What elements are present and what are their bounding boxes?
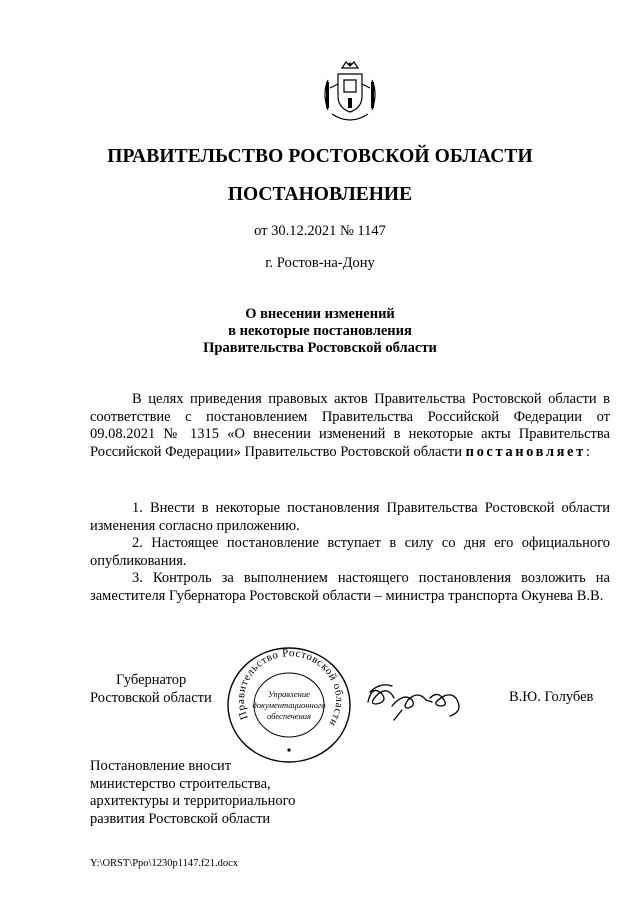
stamp-inner-line: документационного	[252, 700, 326, 710]
signatory-name: В.Ю. Голубев	[509, 689, 594, 705]
date-number-line: от 30.12.2021 № 1147	[254, 223, 386, 239]
submitter-line: архитектуры и территориального	[90, 793, 296, 809]
submitter-line: Постановление вносит	[90, 758, 232, 774]
stamp-inner-line: обеспечения	[266, 711, 312, 721]
submitter-line: развития Ростовской области	[90, 810, 271, 827]
document-type: ПОСТАНОВЛЕНИЕ	[227, 184, 413, 205]
stamp-inner-line: Управление	[268, 689, 310, 699]
decree-item: 3. Контроль за выполнением настоящего постановления возложить на заместителя Губернатора Ростовской области – министра транспорта Окунева В.В.	[90, 570, 610, 604]
submitter-line: министерство строительства,	[90, 775, 271, 792]
decree-item: 1. Внести в некоторые постановления Правительства Ростовской области изменения согласно приложению.	[90, 500, 610, 534]
coat-of-arms-icon	[318, 58, 382, 128]
subject-line: в некоторые постановления	[228, 323, 412, 339]
file-path-footer: Y:\ORST\Ppo\1230p1147.f21.docx	[90, 858, 238, 869]
decree-word: постановляет	[465, 443, 586, 460]
signatory-title	[90, 672, 212, 707]
decree-item: 2. Настоящее постановление вступает в силу со дня его официального опубликования.	[90, 535, 610, 569]
decree-colon: :	[585, 443, 590, 460]
city-line: г. Ростов-на-Дону	[265, 255, 375, 271]
organization-title: ПРАВИТЕЛЬСТВО РОСТОВСКОЙ ОБЛАСТИ	[107, 146, 533, 167]
subject-line: Правительства Ростовской области	[203, 340, 437, 356]
signatory-title-line: Ростовской области	[90, 689, 212, 706]
submitter-block	[90, 758, 295, 828]
subject-line: О внесении изменений	[245, 306, 395, 322]
official-stamp-icon	[226, 646, 352, 764]
preamble-paragraph	[90, 391, 610, 461]
decree-items	[90, 500, 610, 605]
subject-block	[0, 306, 640, 357]
signatory-title-line: Губернатор	[116, 672, 187, 688]
preamble-text: В целях приведения правовых актов Правительства Ростовской области в соответствие с постановлением Правительства Российской Федерации от 09.08.2021 № 1315 «О внесении изменений в некоторые акты Правительства Российской Федерации» Правительство Ростовской области	[90, 391, 610, 460]
stamp-ring-text: Правительство Ростовской области	[235, 647, 346, 729]
handwritten-signature-icon	[362, 672, 490, 722]
